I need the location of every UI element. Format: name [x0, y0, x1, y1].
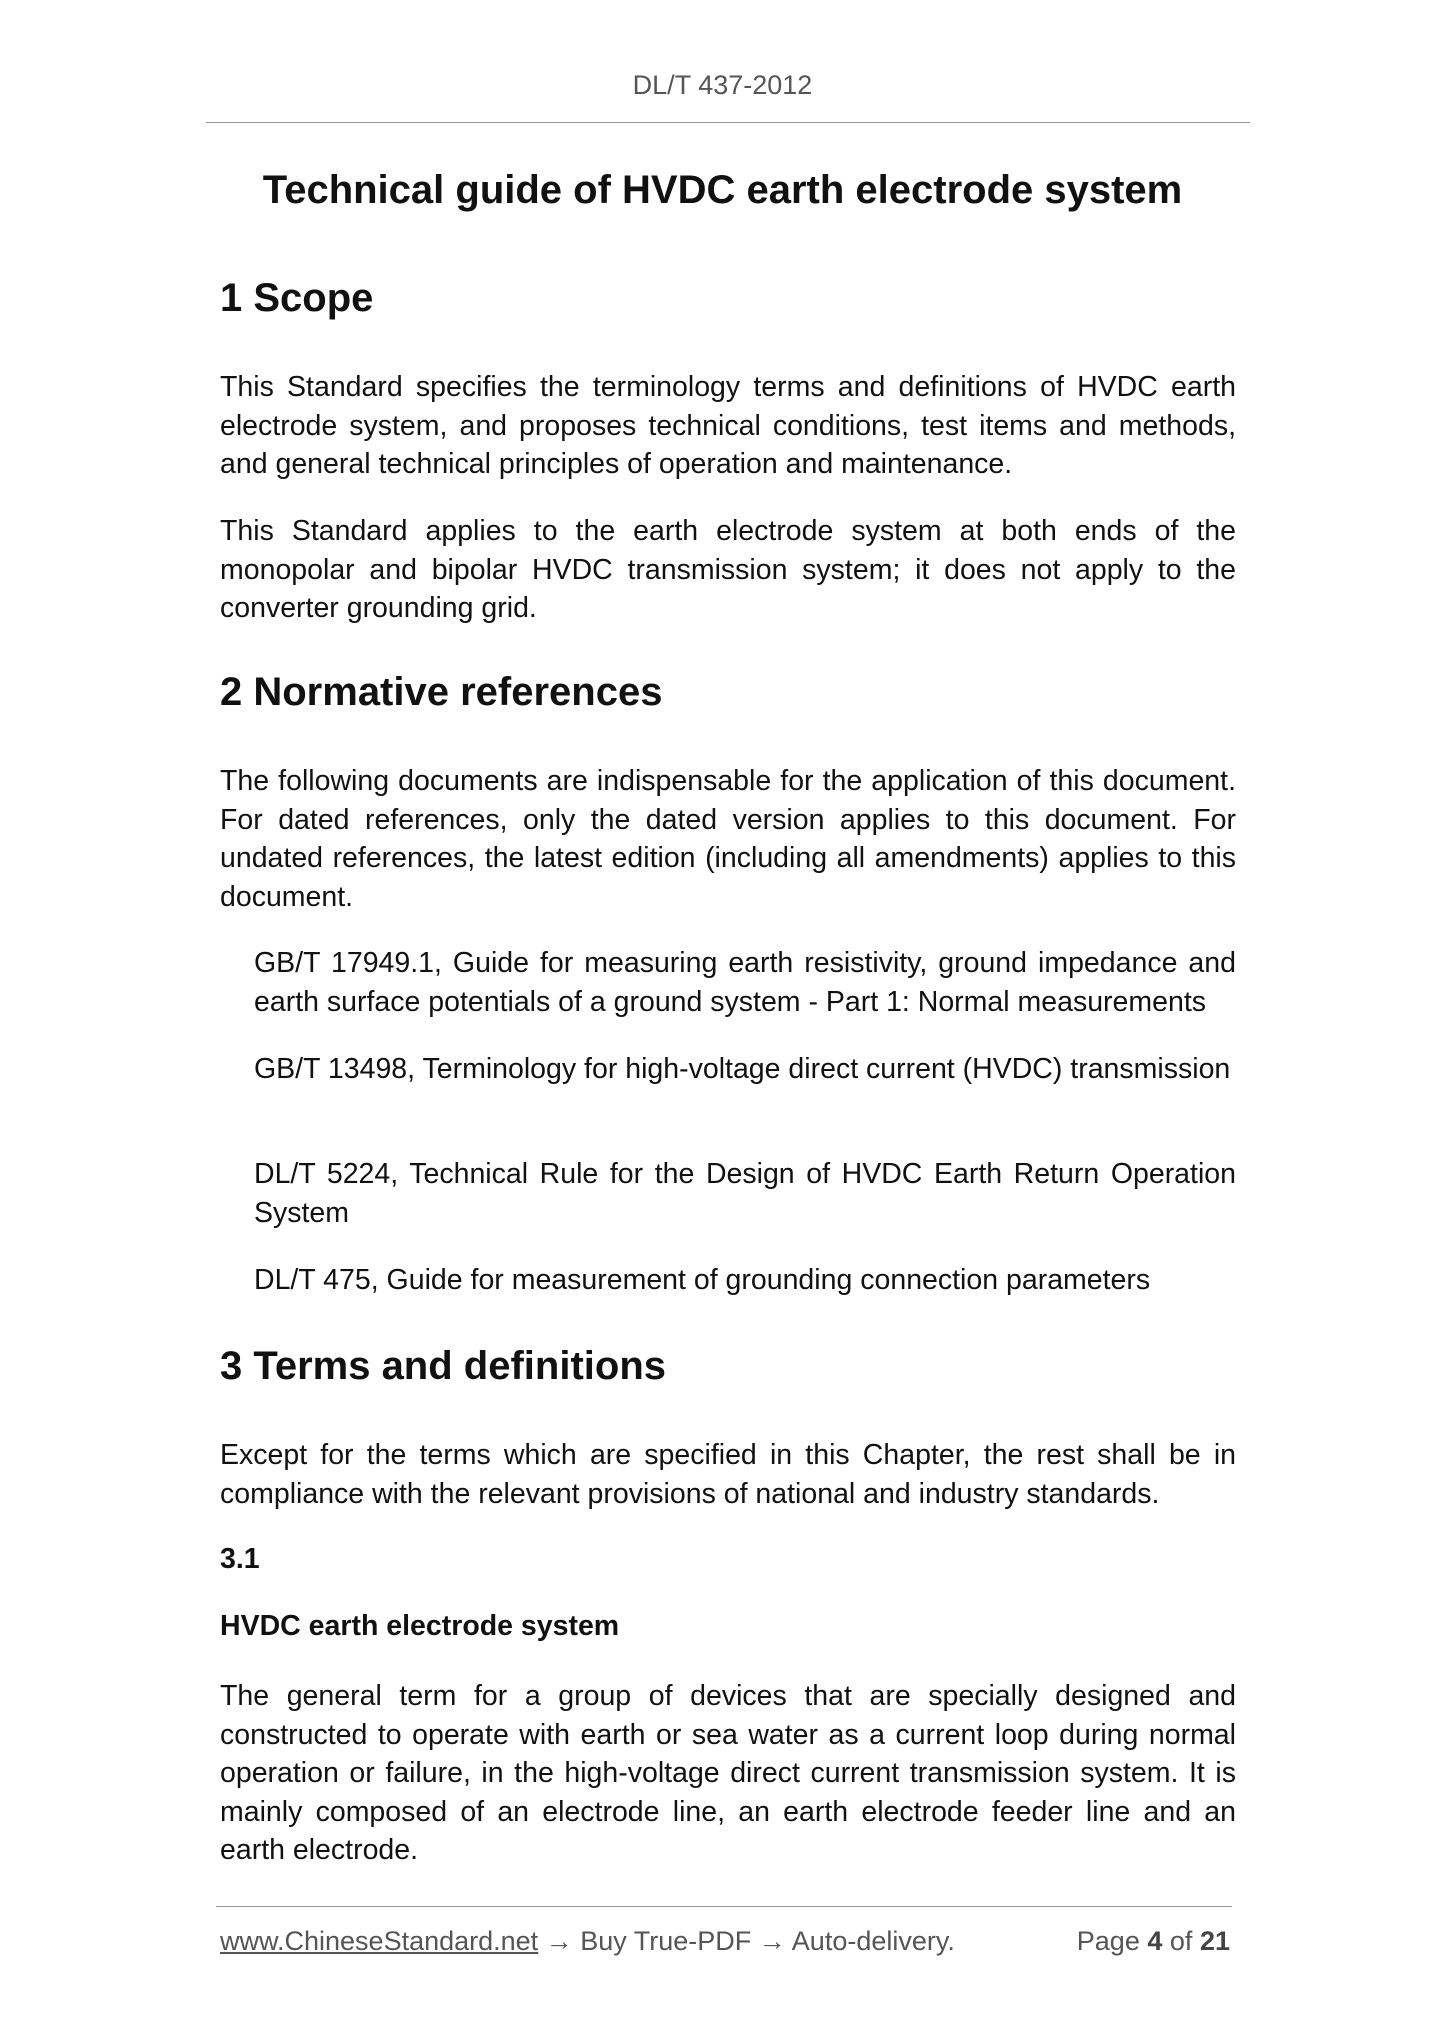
footer-site-link[interactable]: www.ChineseStandard.net: [220, 1926, 539, 1956]
footer-delivery-text: Auto-delivery.: [791, 1926, 955, 1956]
normative-intro-paragraph: The following documents are indispensable for the application of this document. For dated references, only the dated version applies to this document. For undated references, the latest edition (including all amendments) applies to this document.: [220, 765, 1236, 913]
terms-intro-paragraph: Except for the terms which are specified in this Chapter, the rest shall be in compliance with the relevant provisions of national and industry standards.: [220, 1439, 1236, 1510]
scope-paragraph-1: This Standard specifies the terminology terms and definitions of HVDC earth electrode system, and proposes technical conditions, test items and methods, and general technical principles of operation and maintenance.: [220, 371, 1236, 480]
footer-divider: [216, 1906, 1232, 1907]
section-heading-normative-references: 2 Normative references: [220, 670, 663, 714]
page-indicator: [1077, 1926, 1230, 1957]
page-of-label: of: [1169, 1926, 1193, 1956]
section-heading-scope: 1 Scope: [220, 276, 374, 320]
footer-buy-text: Buy True-PDF: [580, 1926, 752, 1956]
header-divider: [206, 122, 1250, 123]
arrow-right-icon: →: [545, 1926, 573, 1956]
reference-item-gbt-17949: GB/T 17949.1, Guide for measuring earth resistivity, ground impedance and earth surface potentials of a ground system - Part 1: Normal measurements: [254, 947, 1236, 1018]
page-label: Page: [1076, 1926, 1140, 1956]
header-doc-code: DL/T 437-2012: [632, 70, 813, 100]
reference-item-gbt-13498: GB/T 13498, Terminology for high-voltage direct current (HVDC) transmission: [254, 1053, 1231, 1085]
page-footer: [220, 1926, 1230, 1957]
document-title: Technical guide of HVDC earth electrode system: [262, 168, 1183, 212]
term-number: 3.1: [220, 1543, 260, 1575]
reference-item-dlt-475: DL/T 475, Guide for measurement of grounding connection parameters: [254, 1264, 1151, 1296]
page-total: 21: [1199, 1926, 1230, 1956]
section-heading-terms-definitions: 3 Terms and definitions: [220, 1344, 666, 1388]
term-name: HVDC earth electrode system: [220, 1610, 620, 1642]
arrow-right-icon: →: [758, 1926, 786, 1956]
page-current: 4: [1147, 1926, 1163, 1956]
term-definition: The general term for a group of devices that are specially designed and constructed to operate with earth or sea water as a current loop during normal operation or failure, in the high-voltage direct current transmission system. It is mainly composed of an electrode line, an earth electrode feeder line and an earth electrode.: [220, 1680, 1236, 1866]
reference-item-dlt-5224: DL/T 5224, Technical Rule for the Design of HVDC Earth Return Operation System: [254, 1158, 1236, 1229]
scope-paragraph-2: This Standard applies to the earth electrode system at both ends of the monopolar and bipolar HVDC transmission system; it does not apply to the converter grounding grid.: [220, 515, 1236, 624]
